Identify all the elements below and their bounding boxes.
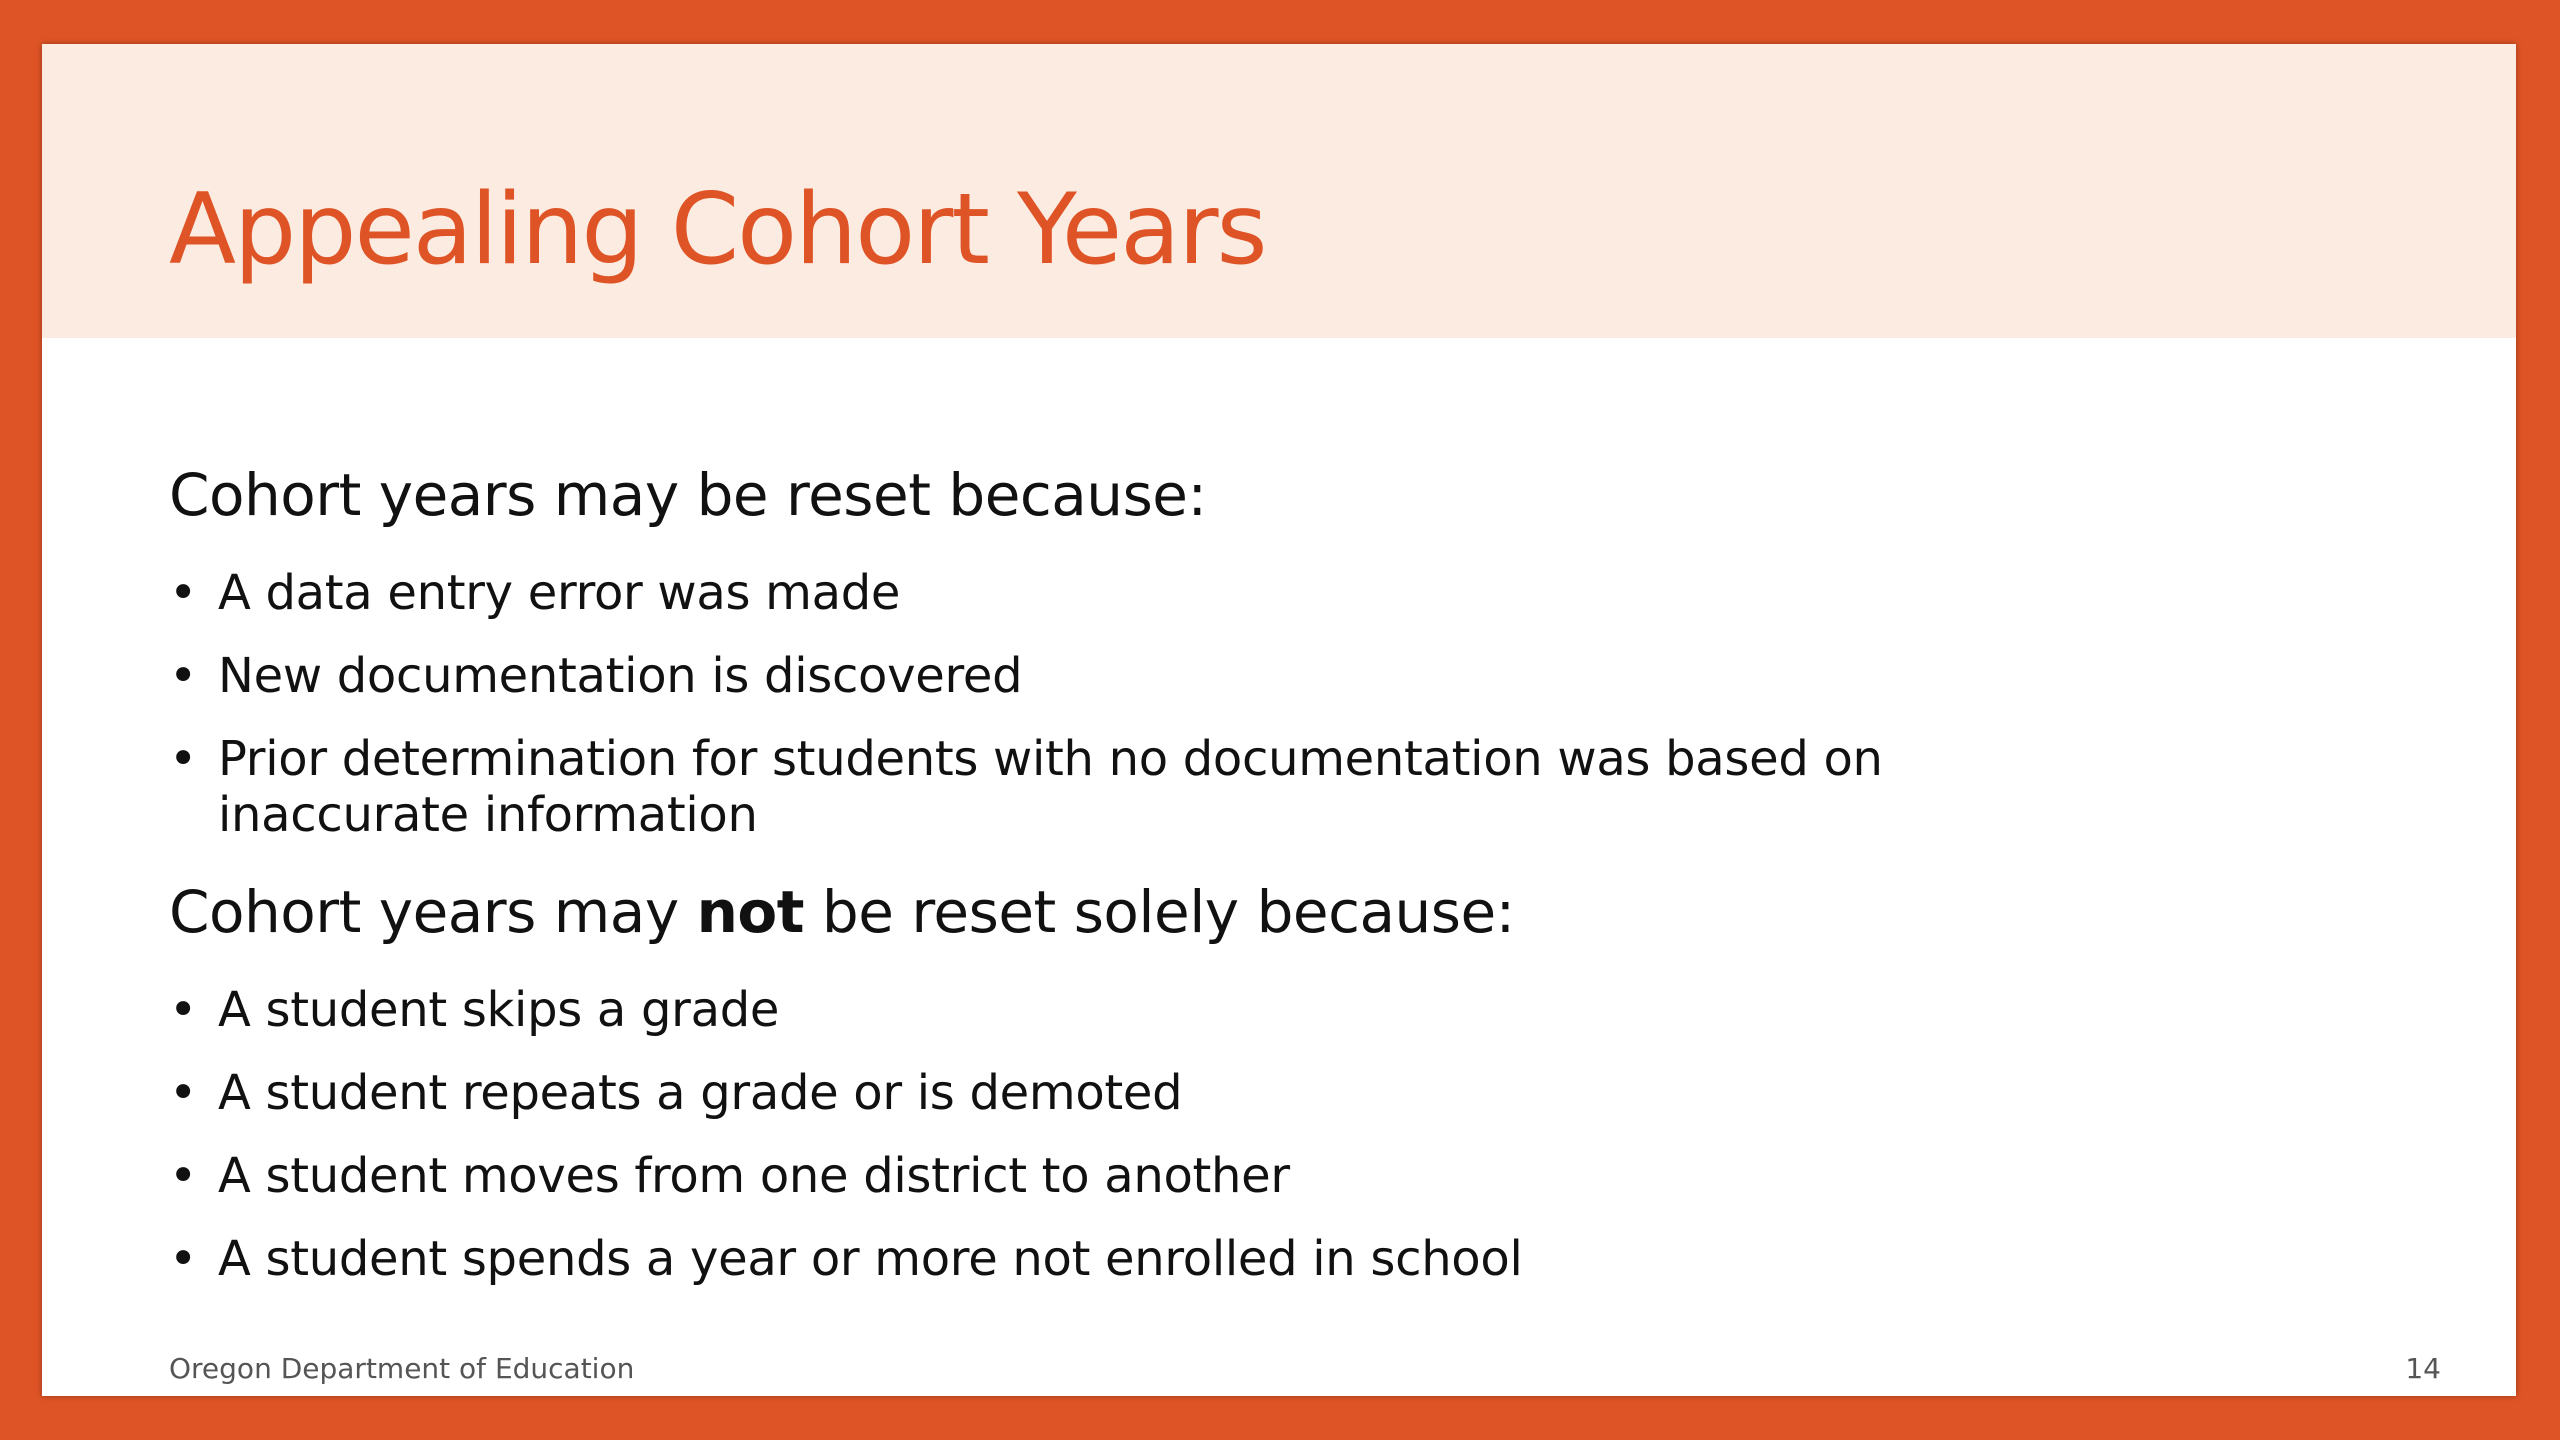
bullet-icon: • bbox=[169, 648, 198, 704]
title-band bbox=[42, 44, 2516, 338]
page-number: 14 bbox=[2405, 1352, 2441, 1385]
list-item-text: New documentation is discovered bbox=[218, 648, 1023, 704]
slide-title: Appealing Cohort Years bbox=[169, 173, 1266, 287]
section-heading-reset: Cohort years may be reset because: bbox=[169, 461, 1207, 529]
list-item-text: A student spends a year or more not enrolled in school bbox=[218, 1231, 1523, 1287]
bullet-icon: • bbox=[169, 1231, 198, 1287]
list-item bbox=[169, 1231, 2369, 1287]
list-item-text: Prior determination for students with no documentation was based on inaccurate information bbox=[218, 731, 1883, 843]
list-item-text: A student moves from one district to another bbox=[218, 1148, 1290, 1204]
heading-text-before: Cohort years may bbox=[169, 878, 697, 946]
reset-reasons-list bbox=[169, 565, 2369, 843]
list-item-text: A student repeats a grade or is demoted bbox=[218, 1065, 1183, 1121]
list-item bbox=[169, 1065, 2369, 1121]
heading-text-emphasis: not bbox=[696, 878, 804, 946]
list-item bbox=[169, 648, 2369, 704]
non-reset-reasons-list bbox=[169, 982, 2369, 1287]
list-item bbox=[169, 731, 1968, 843]
section-heading-not-reset bbox=[169, 869, 2369, 955]
list-item bbox=[169, 982, 2369, 1038]
bullet-icon: • bbox=[169, 565, 198, 621]
bullet-icon: • bbox=[169, 1148, 198, 1204]
list-item-text: A data entry error was made bbox=[218, 565, 901, 621]
bullet-icon: • bbox=[169, 982, 198, 1038]
slide-content bbox=[169, 452, 2369, 1287]
bullet-icon: • bbox=[169, 1065, 198, 1121]
list-item bbox=[169, 565, 2369, 621]
list-item-text: A student skips a grade bbox=[218, 982, 780, 1038]
slide bbox=[42, 44, 2516, 1396]
heading-text-after: be reset solely because: bbox=[803, 878, 1515, 946]
bullet-icon: • bbox=[169, 731, 198, 787]
footer-organization: Oregon Department of Education bbox=[169, 1352, 635, 1385]
list-item bbox=[169, 1148, 2369, 1204]
